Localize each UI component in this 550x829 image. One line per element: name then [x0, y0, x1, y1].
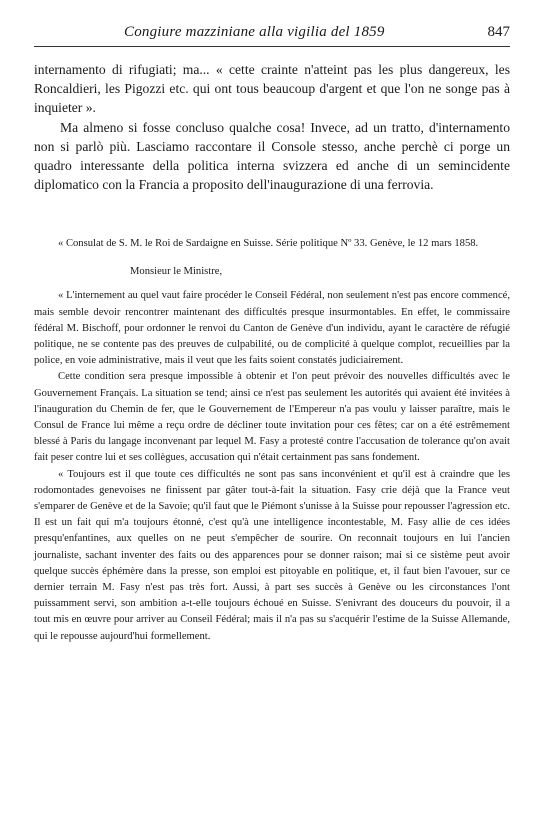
body-paragraph: internamento di rifugiati; ma... « cette crainte n'atteint pas les plus dangereux, les Roncaldieri, les Pigozzi etc. qui ont tous beaucoup d'argent et que l'on ne songe pas à inquieter ».: [34, 62, 510, 116]
running-header: [34, 24, 510, 44]
running-title: Congiure mazziniane alla vigilia del 1859: [124, 24, 385, 40]
letter-paragraph: Cette condition sera presque impossible à obtenir et l'on peut prévoir des nouvelles difficultés avec le Gouvernement Français. La situation se tend; ainsi ce n'est pas seulement les autorités qui avaient été invitées à l'inauguration du Chemin de fer, que le Gouvernement de l'Empereur n'a pas voulu y laisser paraître, mais le Consul de France lui même a reçu ordre de décliner toute invitation pour ces fêtes; car on a été estrêmement blessé à Paris du langage inconvenant par lequel M. Fasy a protesté contre l'accusation de tolerance qu'on avait fait peser contre lui et ses collègues, accusation qui n'était certainment pas sans fondement.: [34, 371, 510, 464]
body-paragraph: Ma almeno si fosse concluso qualche cosa! Invece, ad un tratto, d'internamento non si parlò più. Lasciamo raccontare il Console stesso, anche perchè ci porge un quadro interessante della politica interna svizzera ed anche di un semincidente diplomatico con la Francia a proposito dell'inaugurazione di una ferrovia.: [34, 119, 510, 193]
letter-paragraph: « Toujours est il que toute ces difficultés ne sont pas sans inconvénient et qu'il est à craindre que les rodomontades genevoises ne finissent par gâter tout-à-fait la situation. Fasy crie déjà que la France veut s'emparer de Genève et de la Savoie; qu'il faut que le Piémont s'unisse à la Suisse pour repousser l'agression etc. Il est un fait qui m'a toujours étonné, c'est qu'à une intelligence incontestable, M. Fasy allie de ces idées presqu'enfantines, aux quelles on ne peut s'empêcher de sourire. On reconnait toujours en lui l'ancien journaliste, sachant inventer des faits ou des apparences pour se donner raison; mai si ce sistème peut avoir quelque succès éphémère dans la presse, son emploi est pitoyable en politique, et, il faut bien l'avouer, sur ce dernier terrain M. Fasy n'est pas très fort. Aussi, à part ses succès à Genève ou les circonstances l'ont puissamment servi, son ambition a-t-elle toujours échoué en Suisse. S'enivrant des douceurs du pouvoir, il a tout mis en œuvre pour arriver au Conseil Fédéral; mais il n'a pas su s'acquérir l'estime de la Suisse Allemande, qui le repousse aujourd'hui formellement.: [34, 468, 510, 642]
quoted-letter: [34, 236, 510, 645]
page-number: 847: [487, 24, 510, 40]
main-text: [34, 60, 510, 194]
letter-heading: « Consulat de S. M. le Roi de Sardaigne en Suisse. Série politique Nº 33. Genève, le 12 mars 1858.: [58, 238, 479, 249]
letter-salutation: Monsieur le Ministre,: [130, 266, 223, 278]
header-rule: [34, 46, 510, 47]
letter-paragraph: « L'internement au quel vaut faire procéder le Conseil Fédéral, non seulement n'est pas encore commencé, mais semble devoir rencontrer maintenant des difficultés presque insurmontables. En effet, le commissaire fédéral M. Bischoff, pour ordonner le renvoi du Canton de Genève d'un individu, ayant le caractère de réfugié politique, ne se contente pas des preuves de culpabilité, ou de complicité à quelque complot, recueillies par la police, en voie administrative, mais il veut que les faits soient constatés judiciairement.: [34, 290, 510, 367]
